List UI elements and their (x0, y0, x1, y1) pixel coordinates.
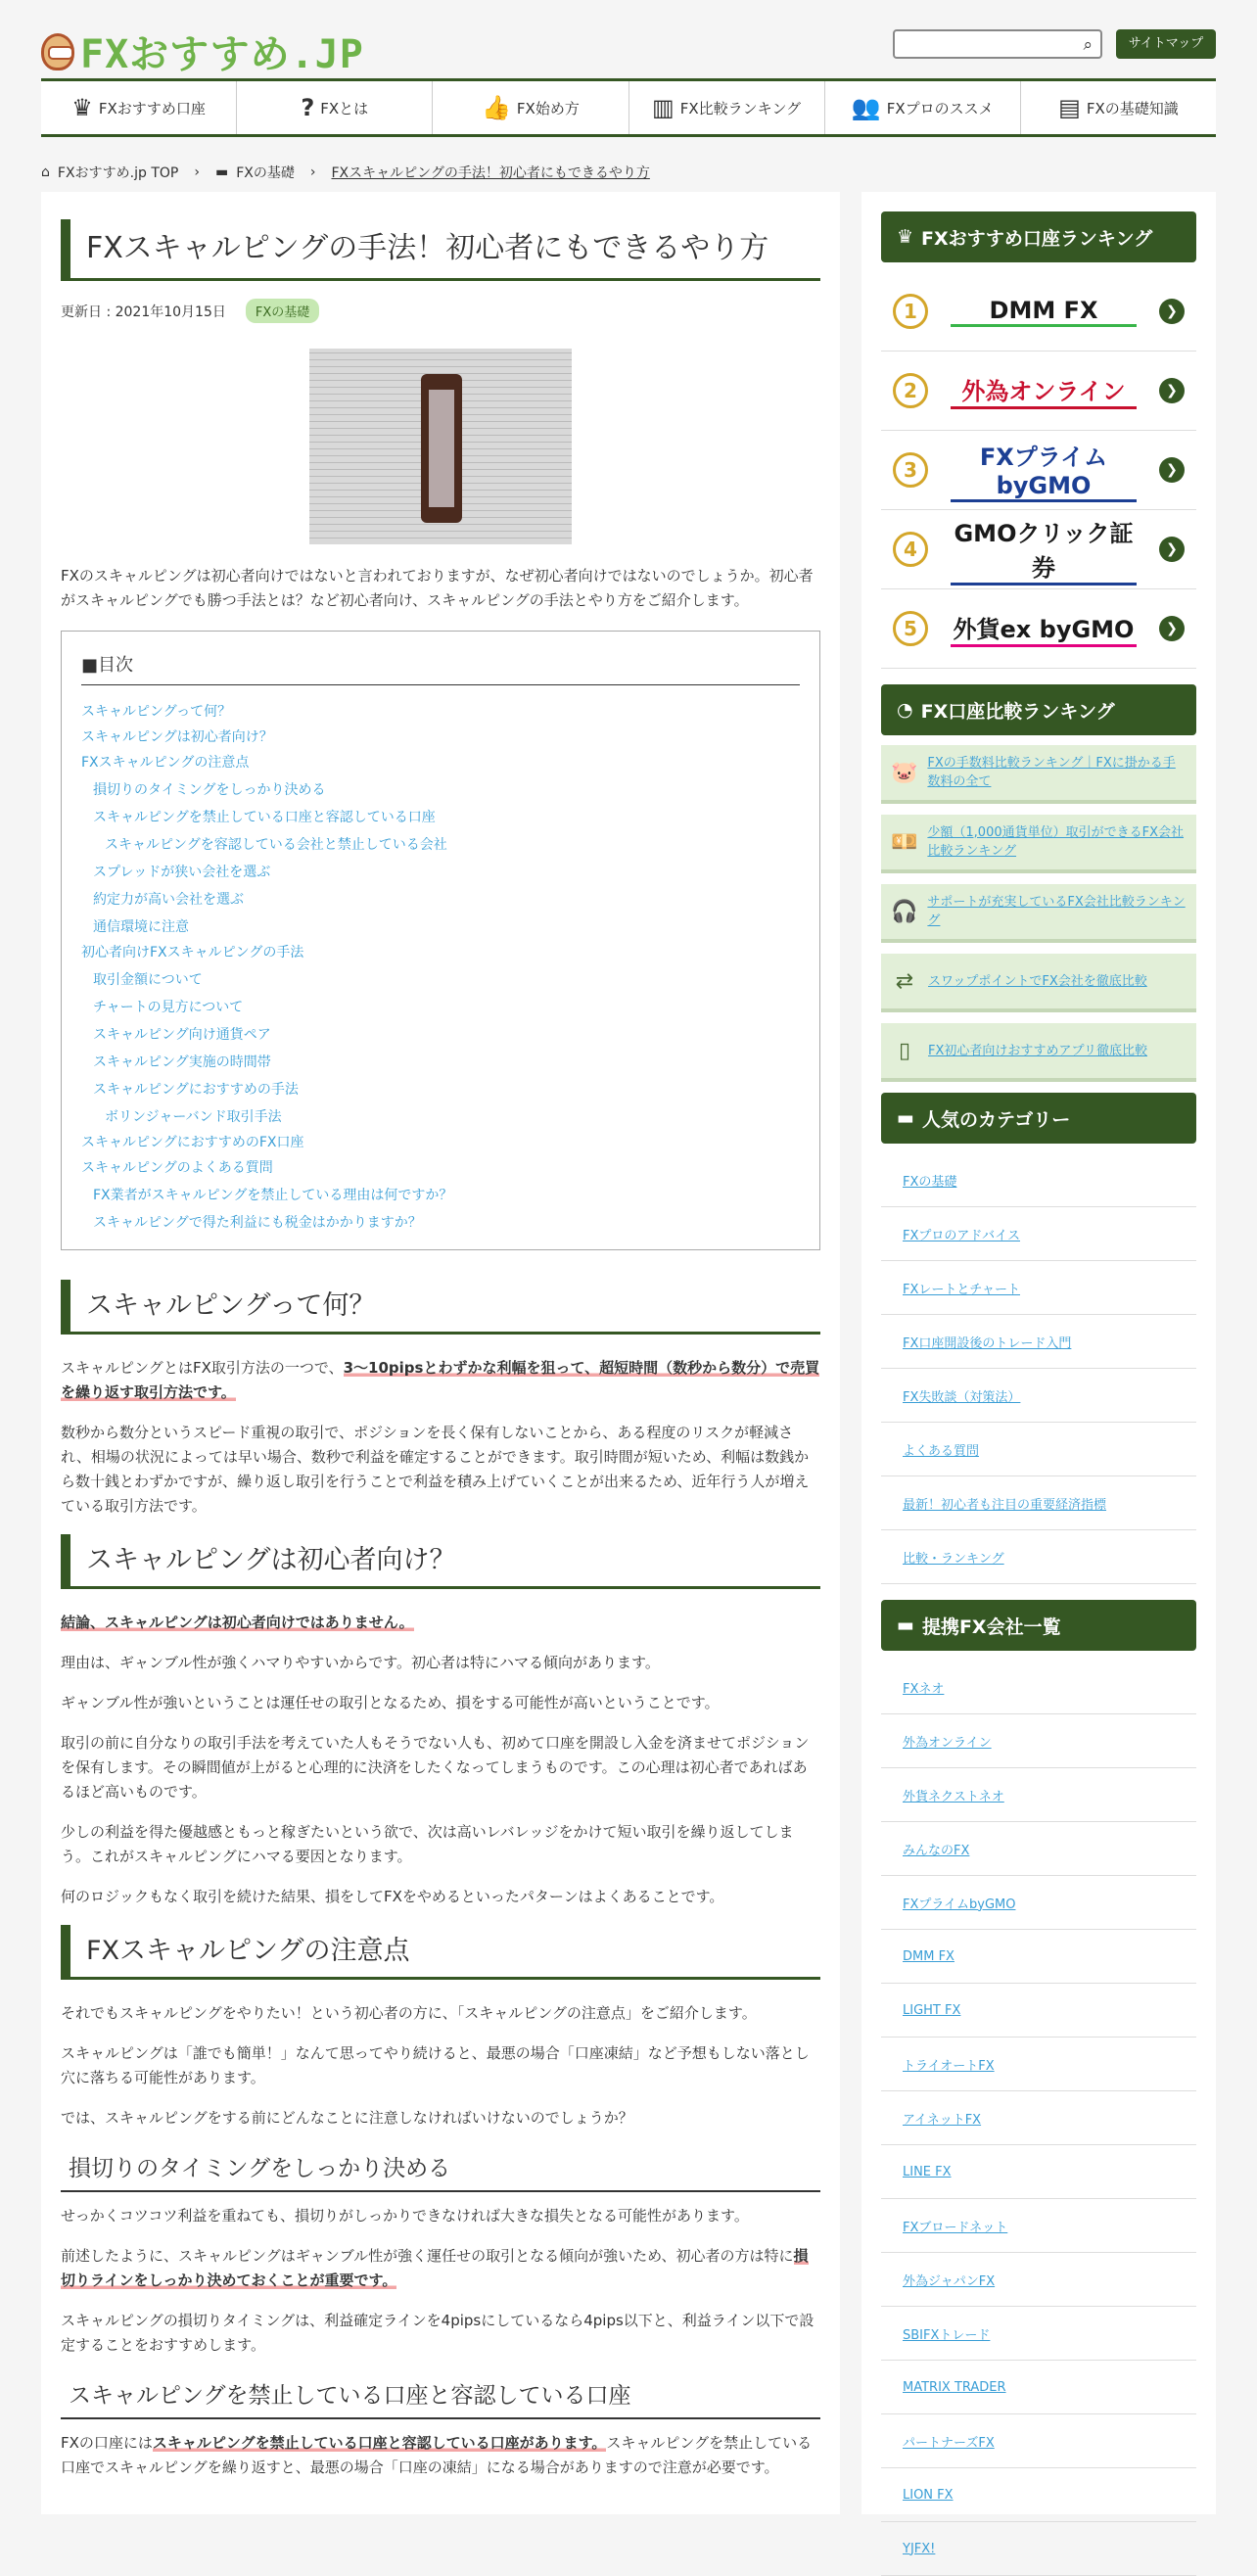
mascot-icon (41, 33, 74, 70)
paragraph: 取引の前に自分なりの取引手法を考えていた人もそうでない人も、初めて口座を開設し入金を済ませてポジションを保有します。その瞬間値が上がると心理的に決済をしたくなってしまうものです。この心理は初心者であればあるほど高いものです。 (61, 1734, 810, 1801)
partner-link[interactable]: トライオートFX (881, 2037, 1196, 2091)
arrow-right-icon[interactable]: ❯ (1159, 299, 1185, 324)
partner-link[interactable]: MATRIX TRADER (881, 2361, 1196, 2414)
crown-icon: ♛ (71, 94, 93, 121)
broker-logo[interactable]: DMM FX (951, 297, 1137, 327)
highlight-text: 3～10pipsとわずかな利幅を狙って、超短時間（数秒から数分）で売買を繰り返す取引方法です。 (61, 1359, 820, 1401)
partner-link[interactable]: みんなのFX (881, 1822, 1196, 1876)
partner-link[interactable]: YJFX! (881, 2522, 1196, 2576)
ranking-list (881, 272, 1196, 669)
toc-item[interactable]: スキャルピング向け通貨ペア (93, 1027, 271, 1043)
toc-item[interactable]: スキャルピングにおすすめのFX口座 (81, 1135, 304, 1150)
toc-item[interactable]: FX業者がスキャルピングを禁止している理由は何ですか？ (93, 1188, 453, 1203)
broker-logo[interactable]: 外貨ex byGMO (951, 610, 1137, 647)
rank-medal-icon: 5 (893, 611, 928, 646)
folder-icon: ▬ (897, 1107, 914, 1129)
compare-link[interactable]: サポートが充実しているFX会社比較ランキング (927, 895, 1186, 928)
question-icon: ? (301, 94, 315, 121)
compare-list (881, 745, 1196, 1082)
toc-item[interactable]: スキャルピングで得た利益にも税金はかかりますか？ (93, 1215, 422, 1231)
broker-logo[interactable]: 外為オンライン (951, 372, 1137, 409)
home-icon: ⌂ (41, 164, 50, 180)
table-of-contents (61, 631, 820, 1250)
partner-list (881, 1661, 1196, 2576)
toc-item[interactable]: スキャルピングを禁止している口座と容認している口座 (93, 810, 436, 825)
text: スキャルピングを禁止している口座でスキャルピングを繰り返すと、最悪の場合「口座の凍結」になる場合がありますので注意が必要です。 (61, 2434, 813, 2476)
compare-item[interactable] (881, 954, 1196, 1012)
text: スキャルピングとはFX取引方法の一つで、 (61, 1359, 344, 1377)
hourglass-image (309, 349, 572, 544)
partner-link[interactable]: LION FX (881, 2468, 1196, 2522)
nav-item-getting-started[interactable] (433, 81, 628, 134)
subsection-heading: スキャルピングを禁止している口座と容認している口座 (61, 2373, 820, 2419)
toc-list (81, 699, 800, 1236)
partner-link[interactable]: 外貨ネクストネオ (881, 1768, 1196, 1822)
crown-icon: ♛ (897, 226, 914, 248)
piggy-bank-icon: 🐷 (891, 760, 918, 785)
toc-title: ■目次 (81, 651, 800, 685)
section-heading: FXスキャルピングの注意点 (61, 1925, 820, 1980)
paragraph (61, 2431, 820, 2480)
compare-link[interactable]: スワップポイントでFX会社を徹底比較 (928, 973, 1147, 989)
paragraph: スキャルピングは「誰でも簡単！」なんて思ってやり続けると、最悪の場合「口座凍結」など予想もしない落とし穴に落ちる可能性があります。 (61, 2044, 810, 2086)
arrow-right-icon[interactable]: ❯ (1159, 378, 1185, 403)
toc-item[interactable]: 通信環境に注意 (93, 919, 189, 935)
search-input[interactable] (893, 29, 1102, 59)
category-link[interactable]: 比較・ランキング (881, 1530, 1196, 1584)
ranking-item[interactable] (881, 589, 1196, 669)
arrow-right-icon[interactable]: ❯ (1159, 616, 1185, 641)
ranking-item[interactable] (881, 431, 1196, 510)
category-link[interactable]: FX失敗談（対策法） (881, 1369, 1196, 1423)
category-widget-title (881, 1093, 1196, 1144)
highlight-text: 結論、スキャルピングは初心者向けではありません。 (61, 1614, 414, 1631)
page-title: FXスキャルピングの手法！初心者にもできるやり方 (61, 219, 820, 281)
compare-item[interactable] (881, 884, 1196, 943)
category-link[interactable]: FX口座開設後のトレード入門 (881, 1315, 1196, 1369)
nav-label: FX始め方 (516, 99, 580, 117)
compare-link[interactable]: FX初心者向けおすすめアプリ徹底比較 (928, 1043, 1147, 1058)
nav-label: FX比較ランキング (679, 99, 802, 117)
section-heading: スキャルピングは初心者向け？ (61, 1534, 820, 1589)
site-logo[interactable] (41, 23, 364, 79)
broker-logo[interactable]: GMOクリック証券 (951, 514, 1137, 585)
paragraph: 理由は、ギャンブル性が強くハマりやすいからです。初心者は特にハマる傾向があります。 (61, 1654, 660, 1671)
compare-link[interactable]: FXの手数料比較ランキング｜FXに掛かる手数料の全て (927, 756, 1176, 789)
widget-title-text: 提携FX会社一覧 (921, 1616, 1061, 1638)
rank-medal-icon: 2 (893, 373, 928, 408)
section-heading: スキャルピングって何？ (61, 1280, 820, 1335)
swap-icon: ⇄ (895, 968, 914, 994)
toc-item[interactable]: スキャルピングって何？ (81, 704, 232, 720)
partner-link[interactable]: SBIFXトレード (881, 2307, 1196, 2361)
toc-item[interactable]: FXスキャルピングの注意点 (81, 755, 250, 771)
paragraph: ギャンブル性が強いということは運任せの取引となるため、損をする可能性が高いということです。 (61, 1694, 720, 1711)
widget-title-text: FX口座比較ランキング (920, 700, 1115, 723)
global-nav (41, 78, 1216, 137)
category-link[interactable]: よくある質問 (881, 1423, 1196, 1476)
chevron-right-icon: › (309, 164, 316, 180)
users-icon: 👥 (851, 94, 881, 121)
smartphone-icon: ▯ (898, 1038, 911, 1063)
paragraph: せっかくコツコツ利益を重ねても、損切りがしっかりできなければ大きな損失となる可能性があります。 (61, 2207, 749, 2225)
pie-chart-icon: ◔ (897, 699, 913, 721)
rank-medal-icon: 3 (893, 452, 928, 488)
site-header (0, 0, 1257, 78)
category-link[interactable]: FXプロのアドバイス (881, 1207, 1196, 1261)
paragraph: 数秒から数分というスピード重視の取引で、ポジションを長く保有しないことから、ある程度のリスクが軽減され、相場の状況によっては早い場合、数秒で利益を確定することができます。取引時間が短いため、利幅は数銭から数十銭とわずかですが、繰り返し取引を行うことで利益を積み上げていくことが出来るため、近年行う人が増えている取引方法です。 (61, 1424, 810, 1515)
partner-link[interactable]: LIGHT FX (881, 1984, 1196, 2037)
toc-item[interactable]: ボリンジャーバンド取引手法 (105, 1109, 282, 1125)
nav-label: FXプロのススメ (886, 99, 994, 117)
nav-item-pro[interactable] (825, 81, 1021, 134)
nav-label: FXとは (320, 99, 369, 117)
partner-link[interactable]: 外為オンライン (881, 1714, 1196, 1768)
toc-item[interactable]: 約定力が高い会社を選ぶ (93, 892, 244, 908)
text: 前述したように、スキャルピングはギャンブル性が強く運任せの取引となる傾向が強いため、初心者の方は特に (61, 2247, 794, 2265)
breadcrumb (41, 163, 650, 182)
nav-item-recommended[interactable] (41, 81, 237, 134)
paragraph (61, 1611, 820, 1635)
partner-link[interactable]: DMM FX (881, 1930, 1196, 1984)
paragraph: では、スキャルピングをする前にどんなことに注意しなければいけないのでしょうか？ (61, 2109, 633, 2127)
paragraph (61, 1356, 820, 1405)
partner-link[interactable]: パートナーズFX (881, 2414, 1196, 2468)
ranking-widget-title (881, 211, 1196, 262)
broker-logo[interactable]: FXプライム byGMO (951, 438, 1137, 502)
paragraph (61, 2244, 820, 2293)
toc-item[interactable]: スキャルピングのよくある質問 (81, 1160, 273, 1176)
breadcrumb-current[interactable]: FXスキャルピングの手法！初心者にもできるやり方 (331, 165, 650, 181)
highlight-text: 損切りラインをしっかり決めておくことが重要です。 (61, 2247, 809, 2289)
category-link[interactable]: FXレートとチャート (881, 1261, 1196, 1315)
toc-item[interactable]: 初心者向けFXスキャルピングの手法 (81, 945, 304, 960)
nav-item-basics[interactable] (1021, 81, 1216, 134)
folder-icon: ▬ (897, 1615, 914, 1636)
rank-medal-icon: 4 (893, 532, 928, 567)
partner-link[interactable]: FXブロードネット (881, 2199, 1196, 2253)
category-badge[interactable]: FXの基礎 (246, 299, 319, 323)
compare-item[interactable] (881, 815, 1196, 873)
compare-item[interactable] (881, 1023, 1196, 1082)
sidebar (861, 192, 1216, 2556)
article-meta (61, 299, 820, 323)
partner-link[interactable]: LINE FX (881, 2145, 1196, 2199)
compare-widget-title (881, 684, 1196, 735)
toc-item[interactable]: スキャルピングにおすすめの手法 (93, 1082, 299, 1098)
category-list (881, 1153, 1196, 1584)
partner-widget-title (881, 1600, 1196, 1651)
article (41, 192, 840, 2514)
toc-item[interactable]: スプレッドが狭い会社を選ぶ (93, 865, 271, 880)
search-icon[interactable]: ⌕ (1083, 35, 1093, 55)
paragraph: スキャルピングの損切りタイミングは、利益確定ラインを4pipsにしているなら4pips以下と、利益ライン以下で設定することをおすすめします。 (61, 2312, 815, 2354)
toc-item[interactable]: スキャルピング実施の時間帯 (93, 1054, 271, 1070)
logo-text: FXおすすめ.JP (80, 32, 364, 77)
sitemap-button[interactable]: サイトマップ (1116, 29, 1216, 59)
toc-item[interactable]: スキャルピングは初心者向け？ (81, 729, 273, 745)
book-icon: ▤ (1058, 94, 1081, 121)
bar-chart-icon: ▥ (652, 94, 675, 121)
hourglass-shape (421, 374, 462, 523)
nav-item-about-fx[interactable] (237, 81, 433, 134)
arrow-right-icon[interactable]: ❯ (1159, 537, 1185, 562)
intro-text: FXのスキャルピングは初心者向けではないと言われておりますが、なぜ初心者向けではないのでしょうか。初心者がスキャルピングでも勝つ手法とは？など初心者向け、スキャルピングの手法とやり方をご紹介します。 (61, 567, 814, 609)
category-link[interactable]: 最新！初心者も注目の重要経済指標 (881, 1476, 1196, 1530)
toc-item[interactable]: チャートの見方について (93, 1000, 244, 1015)
nav-label: FXの基礎知識 (1086, 99, 1179, 117)
toc-item[interactable]: スキャルピングを容認している会社と禁止している会社 (105, 837, 447, 853)
thumbs-up-icon: 👍 (482, 94, 511, 121)
breadcrumb-home[interactable]: FXおすすめ.jp TOP (57, 165, 179, 181)
updated-date: 更新日 : 2021年10月15日 (61, 304, 226, 320)
ranking-item[interactable] (881, 510, 1196, 589)
partner-link[interactable]: FXネオ (881, 1661, 1196, 1714)
toc-item[interactable]: 取引金額について (93, 972, 203, 988)
headset-icon: 🎧 (891, 899, 918, 924)
breadcrumb-category[interactable]: FXの基礎 (236, 165, 295, 181)
partner-link[interactable]: 外為ジャパンFX (881, 2253, 1196, 2307)
chevron-right-icon: › (194, 164, 200, 180)
compare-link[interactable]: 少額（1,000通貨単位）取引ができるFX会社比較ランキング (927, 825, 1185, 859)
money-icon: 💴 (891, 829, 918, 855)
nav-label: FXおすすめ口座 (98, 99, 206, 117)
arrow-right-icon[interactable]: ❯ (1159, 457, 1185, 483)
paragraph: それでもスキャルピングをやりたい！という初心者の方に、「スキャルピングの注意点」をご紹介します。 (61, 2004, 757, 2022)
subsection-heading: 損切りのタイミングをしっかり決める (61, 2146, 820, 2192)
text: FXの口座には (61, 2434, 153, 2452)
compare-item[interactable] (881, 745, 1196, 804)
nav-item-ranking[interactable] (629, 81, 825, 134)
ranking-item[interactable] (881, 351, 1196, 431)
category-link[interactable]: FXの基礎 (881, 1153, 1196, 1207)
paragraph: 少しの利益を得た優越感ともっと稼ぎたいという欲で、次は高いレバレッジをかけて短い取引を繰り返してしまう。これがスキャルピングにハマる要因となります。 (61, 1823, 794, 1865)
rank-medal-icon: 1 (893, 294, 928, 329)
widget-title-text: 人気のカテゴリー (921, 1108, 1071, 1131)
toc-item[interactable]: 損切りのタイミングをしっかり決める (93, 782, 326, 798)
highlight-text: スキャルピングを禁止している口座と容認している口座があります。 (152, 2434, 607, 2452)
partner-link[interactable]: FXプライムbyGMO (881, 1876, 1196, 1930)
widget-title-text: FXおすすめ口座ランキング (921, 227, 1153, 250)
folder-icon: ▬ (214, 164, 229, 180)
partner-link[interactable]: アイネットFX (881, 2091, 1196, 2145)
paragraph: 何のロジックもなく取引を続けた結果、損をしてFXをやめるといったパターンはよくあることです。 (61, 1888, 724, 1905)
ranking-item[interactable] (881, 272, 1196, 351)
